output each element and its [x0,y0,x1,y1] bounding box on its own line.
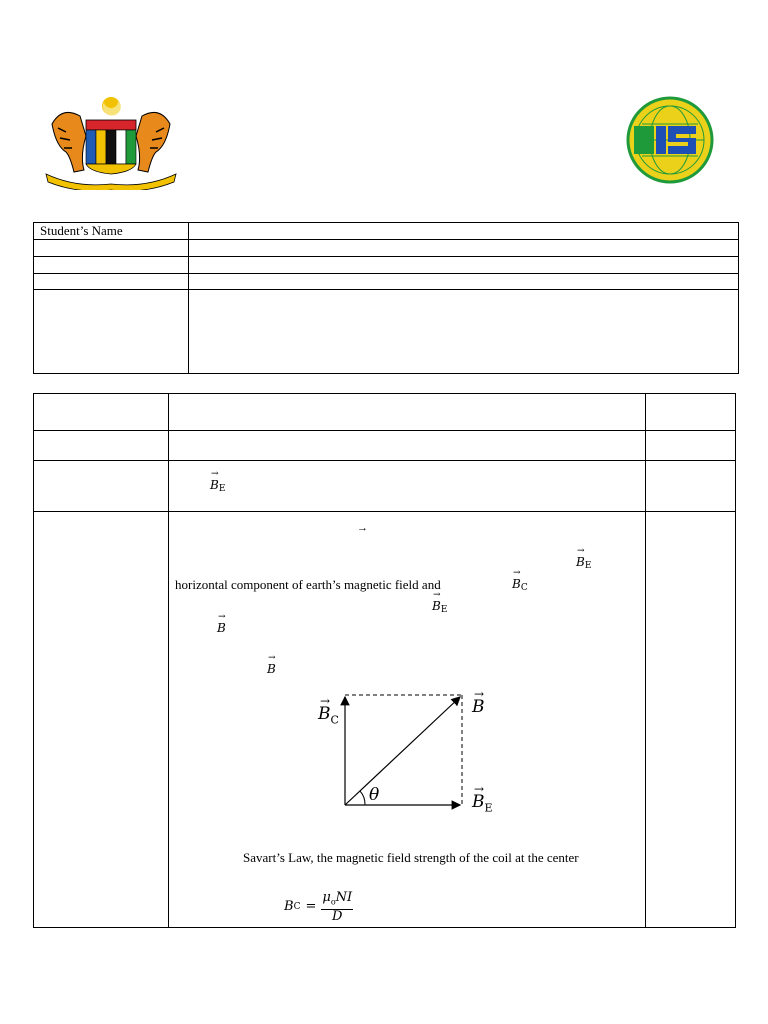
formula-bc: B C = $\mu_oNI$ D [284,890,353,924]
table-row [34,240,739,257]
vector-b-c: → $B_C$ [512,577,528,593]
info-label [34,274,189,290]
text-horizontal-component: horizontal component of earth’s magnetic field and [175,577,441,592]
table-row [34,290,739,374]
info-value [189,274,739,290]
student-name-value [189,223,739,240]
vector-b: → B [217,621,226,635]
arrow-glyph: → [357,522,368,534]
info-label [34,240,189,257]
table-row [34,223,739,240]
coat-of-arms-logo [44,94,178,190]
label-b-e: → $B_E$ [472,782,493,815]
table-row [34,274,739,290]
experiment-table [33,393,736,928]
label-theta: θ [369,785,380,805]
info-value [189,290,739,374]
theta-arc [360,791,365,805]
table-row [34,257,739,274]
college-logo [626,96,714,184]
vector-b-e: → $B_E$ [576,555,591,571]
label-b-c: → $B_C$ [318,694,339,727]
vector-b-e: → $B_E$ [432,599,447,615]
student-name-label: Student’s Name [34,223,189,240]
info-label [34,290,189,374]
vector-b-e: → $B_E$ [210,478,225,494]
table-row [34,394,736,431]
b-resultant-arrow [345,697,460,805]
info-label [34,257,189,274]
label-b: → B [472,687,485,717]
table-row [34,461,736,512]
info-value [189,240,739,257]
student-info-table [33,222,739,374]
table-row [34,431,736,461]
info-value [189,257,739,274]
vector-b: → B [267,662,276,676]
text-savart-law: Savart’s Law, the magnetic field strength of the coil at the center [243,850,579,865]
